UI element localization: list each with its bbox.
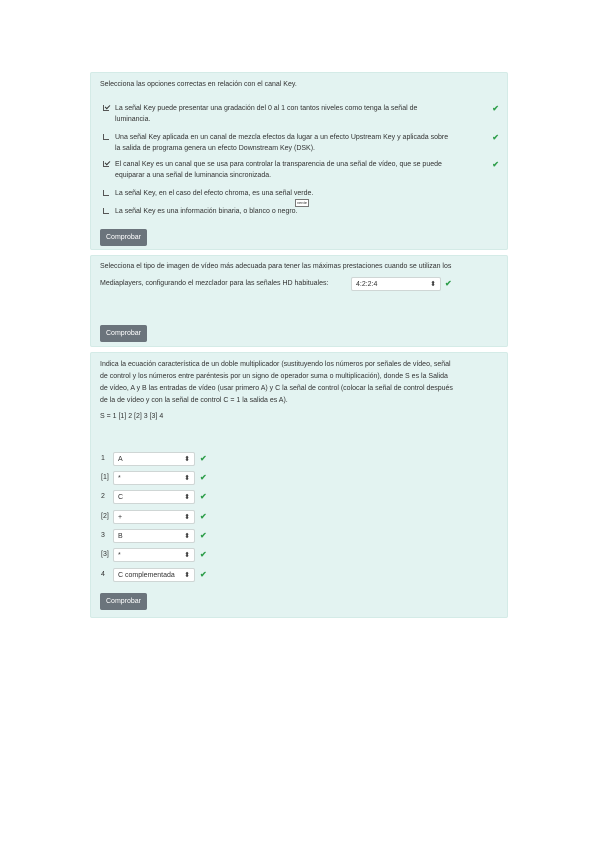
chevron-down-icon: ⬍ [184,572,190,579]
select-value: * [118,552,121,559]
option-3[interactable] [103,159,499,181]
row-label: [2] [101,513,109,520]
option-1-text: La señal Key puede presentar una gradación del 0 al 1 con tantos niveles como tenga la señal de luminancia. [115,105,418,123]
check-button[interactable]: Comprobar [100,325,147,342]
check-icon: ✔ [200,531,207,540]
select-operator-2[interactable] [113,510,195,524]
chevron-down-icon: ⬍ [184,475,190,482]
select-value: C complementada [118,572,175,579]
row-label: [3] [101,551,109,558]
select-2[interactable] [113,490,195,504]
chevron-down-icon: ⬍ [430,281,436,288]
option-5-text: La señal Key es una información binaria, o blanco o negro. [115,208,298,215]
check-icon: ✔ [200,473,207,482]
question-2-line-2: Mediaplayers, configurando el mezclador para las señales HD habituales: [100,280,329,287]
select-3[interactable] [113,529,195,543]
question-1-panel [90,72,508,250]
select-value: C [118,494,124,501]
select-operator-1[interactable] [113,471,195,485]
check-icon: ✔ [200,492,207,501]
question-3-line-3: de vídeo, A y B las entradas de vídeo (usar primero A) y C la señal de control (colocar la señal de control después [100,385,453,392]
check-icon: ✔ [492,104,499,113]
check-icon: ✔ [200,570,207,579]
option-5[interactable] [103,206,499,217]
check-icon: ✔ [200,512,207,521]
check-icon: ✔ [445,279,452,288]
row-label: 2 [101,493,105,500]
question-3-line-4: de la de vídeo y con la señal de control C = 1 la salida es A). [100,397,288,404]
option-2[interactable] [103,132,499,154]
row-label: 4 [101,571,105,578]
select-4[interactable] [113,568,195,582]
option-1[interactable] [103,103,499,125]
check-button[interactable]: Comprobar [100,229,147,246]
question-2-panel [90,255,508,347]
option-5-checkbox[interactable] [103,208,109,214]
select-operator-3[interactable] [113,548,195,562]
chevron-down-icon: ⬍ [184,533,190,540]
chevron-down-icon: ⬍ [184,552,190,559]
chevron-down-icon: ⬍ [184,456,190,463]
check-icon: ✔ [492,133,499,142]
chevron-down-icon: ⬍ [184,514,190,521]
check-icon: ✔ [492,160,499,169]
option-4-text: La señal Key, en el caso del efecto chroma, es una señal verde. [115,190,314,197]
chevron-down-icon: ⬍ [184,494,190,501]
question-3-line-1: Indica la ecuación característica de un doble multiplicador (sustituyendo los números por señales de vídeo, señal [100,361,451,368]
option-3-checkbox[interactable] [103,161,109,167]
option-4[interactable] [103,188,499,199]
select-value: * [118,475,121,482]
option-1-checkbox[interactable] [103,105,109,111]
question-2-line-1: Selecciona el tipo de imagen de vídeo más adecuada para tener las máximas prestaciones cuando se utilizan los [100,263,452,270]
row-label: 1 [101,455,105,462]
select-value: + [118,514,123,521]
select-value: 4:2:2:4 [356,281,378,288]
question-3-panel [90,352,508,618]
row-label: 3 [101,532,105,539]
select-1[interactable] [113,452,195,466]
question-1-text: Selecciona las opciones correctas en relación con el canal Key. [100,81,297,88]
select-value: A [118,456,123,463]
formula: S = 1 [1] 2 [2] 3 [3] 4 [100,413,164,420]
option-2-text: Una señal Key aplicada en un canal de mezcla efectos da lugar a un efecto Upstream Key y aplicada sobre la salida de programa genera un efecto Downstream Key (DSK). [115,134,449,152]
option-4-checkbox[interactable] [103,190,109,196]
check-icon: ✔ [200,550,207,559]
row-label: [1] [101,474,109,481]
question-3-line-2: de control y los números entre paréntesis por un signo de operador suma o multiplicación), donde S es la Salida [100,373,448,380]
select-value: B [118,533,123,540]
tooltip: verde [297,200,308,205]
image-type-select[interactable] [351,277,441,291]
check-icon: ✔ [200,454,207,463]
check-button[interactable]: Comprobar [100,593,147,610]
option-2-checkbox[interactable] [103,134,109,140]
option-3-text: El canal Key es un canal que se usa para controlar la transparencia de una señal de vídeo, que se puede equiparar a una señal de luminancia sincronizada. [115,161,442,179]
